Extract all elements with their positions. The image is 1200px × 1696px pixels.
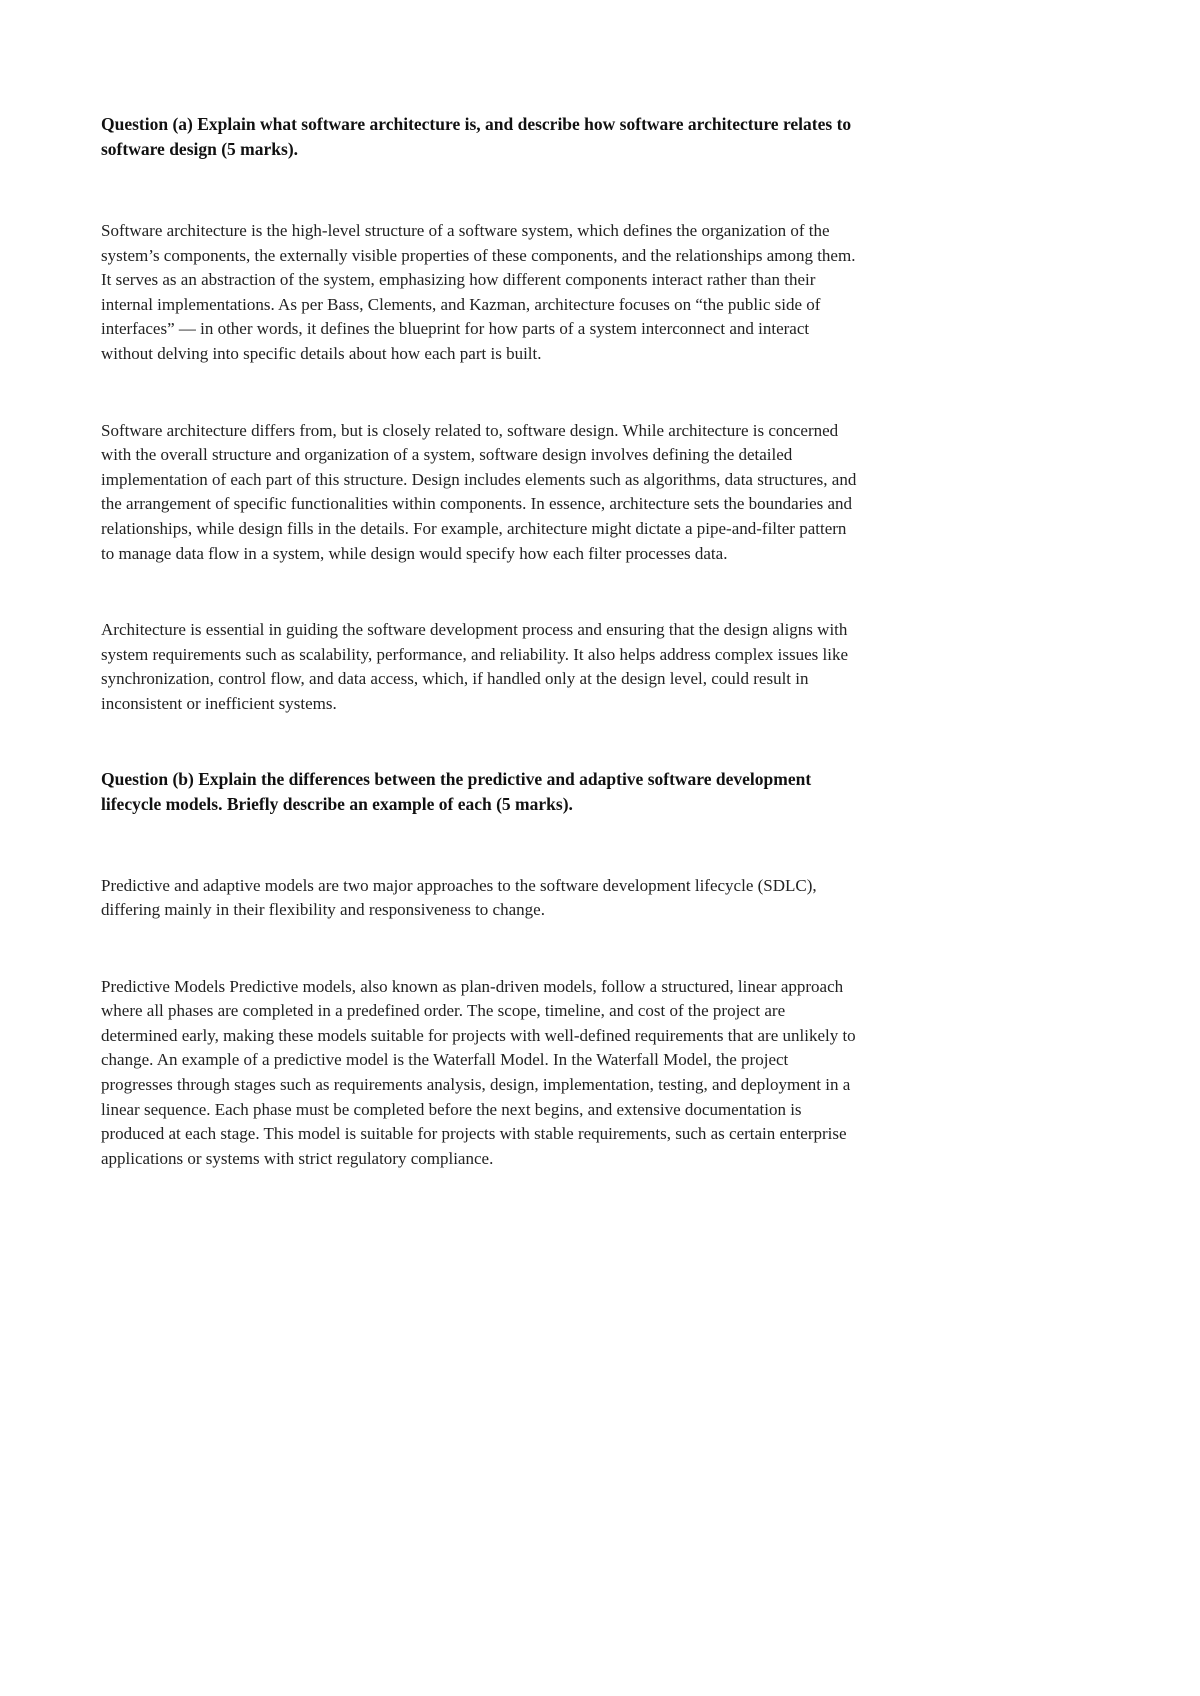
- question-a-heading: Question (a) Explain what software architecture is, and describe how software architecture relates to software design (5 marks).: [101, 114, 852, 159]
- question-b-paragraph-1: Predictive and adaptive models are two major approaches to the software development lifecycle (SDLC), differing mainly in their flexibility and responsiveness to change.: [101, 875, 817, 920]
- question-a-paragraph-3: Architecture is essential in guiding the software development process and ensuring that the design aligns with system requirements such as scalability, performance, and reliability. It also helps address complex issues like synchronization, control flow, and data access, which, if handled only at the design level, could result in inconsistent or inefficient systems.: [101, 620, 849, 713]
- document-page: [101, 112, 861, 1171]
- question-b-heading: Question (b) Explain the differences between the predictive and adaptive software development lifecycle models. Briefly describe an example of each (5 marks).: [101, 768, 812, 814]
- question-b-paragraph-2: Predictive Models Predictive models, also known as plan-driven models, follow a structured, linear approach where all phases are completed in a predefined order. The scope, timeline, and cost of the project are determined early, making these models suitable for projects with well-defined requirements that are unlikely to change. An example of a predictive model is the Waterfall Model. In the Waterfall Model, the project progresses through stages such as requirements analysis, design, implementation, testing, and deployment in a linear sequence. Each phase must be completed before the next begins, and extensive documentation is produced at each stage. This model is suitable for projects with stable requirements, such as certain enterprise applications or systems with strict regulatory compliance.: [101, 976, 856, 1168]
- question-a-paragraph-2: Software architecture differs from, but is closely related to, software design. While architecture is concerned with the overall structure and organization of a system, software design involves defining the detailed implementation of each part of this structure. Design includes elements such as algorithms, data structures, and the arrangement of specific functionalities within components. In essence, architecture sets the boundaries and relationships, while design fills in the details. For example, architecture might dictate a pipe-and-filter pattern to manage data flow in a system, while design would specify how each filter processes data.: [101, 420, 857, 563]
- question-a-paragraph-1: Software architecture is the high-level structure of a software system, which defines the organization of the system’s components, the externally visible properties of these components, and the relationships among them. It serves as an abstraction of the system, emphasizing how different components interact rather than their internal implementations. As per Bass, Clements, and Kazman, architecture focuses on “the public side of interfaces” — in other words, it defines the blueprint for how parts of a system interconnect and interact without delving into specific details about how each part is built.: [101, 221, 856, 363]
